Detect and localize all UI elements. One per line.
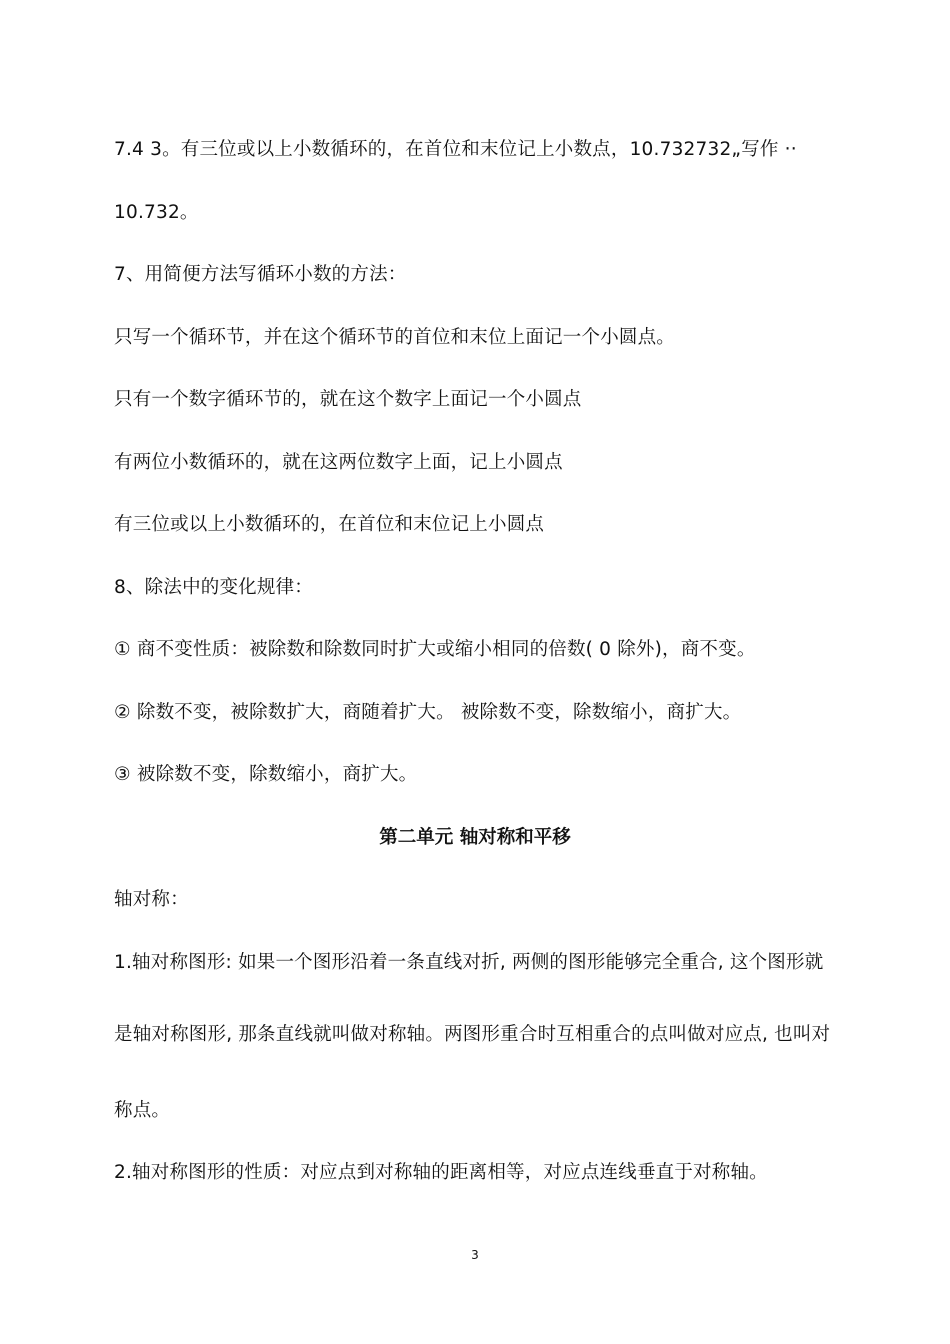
text-line-example-value: 10.732。: [114, 202, 199, 223]
subsection-title-axis-symmetry: 轴对称：: [114, 889, 189, 910]
text-line-two-digit-cycle: 有两位小数循环的，就在这两位数字上面，记上小圆点: [114, 452, 563, 473]
text-line-single-digit-cycle: 只有一个数字循环节的，就在这个数字上面记一个小圆点: [114, 389, 582, 410]
section-title-shorthand-method: 7、用简便方法写循环小数的方法：: [114, 264, 407, 285]
property-line: 2.轴对称图形的性质：对应点到对称轴的距离相等，对应点连线垂直于对称轴。: [114, 1162, 768, 1183]
definition-line-1: 1.轴对称图形: 如果一个图形沿着一条直线对折, 两侧的图形能够完全重合, 这个图形就: [114, 952, 824, 973]
rule-item-3: ③ 被除数不变，除数缩小，商扩大。: [114, 764, 418, 785]
unit-heading: 第二单元 轴对称和平移: [379, 827, 571, 848]
text-line-repeating-decimal-three-digits: 7.4 3。有三位或以上小数循环的，在首位和末位记上小数点，10.732732„写作 ··: [114, 139, 797, 160]
section-title-division-rules: 8、除法中的变化规律：: [114, 577, 313, 598]
definition-line-3: 称点。: [114, 1100, 171, 1121]
rule-item-1: ① 商不变性质：被除数和除数同时扩大或缩小相同的倍数( 0 除外)，商不变。: [114, 639, 756, 660]
page-number: 3: [471, 1248, 479, 1262]
text-line-one-cycle: 只写一个循环节，并在这个循环节的首位和末位上面记一个小圆点。: [114, 327, 676, 348]
text-line-three-digit-cycle: 有三位或以上小数循环的，在首位和末位记上小圆点: [114, 514, 545, 535]
rule-item-2: ② 除数不变，被除数扩大，商随着扩大。 被除数不变，除数缩小，商扩大。: [114, 702, 742, 723]
definition-line-2: 是轴对称图形, 那条直线就叫做对称轴。两图形重合时互相重合的点叫做对应点, 也叫对: [114, 1024, 831, 1045]
